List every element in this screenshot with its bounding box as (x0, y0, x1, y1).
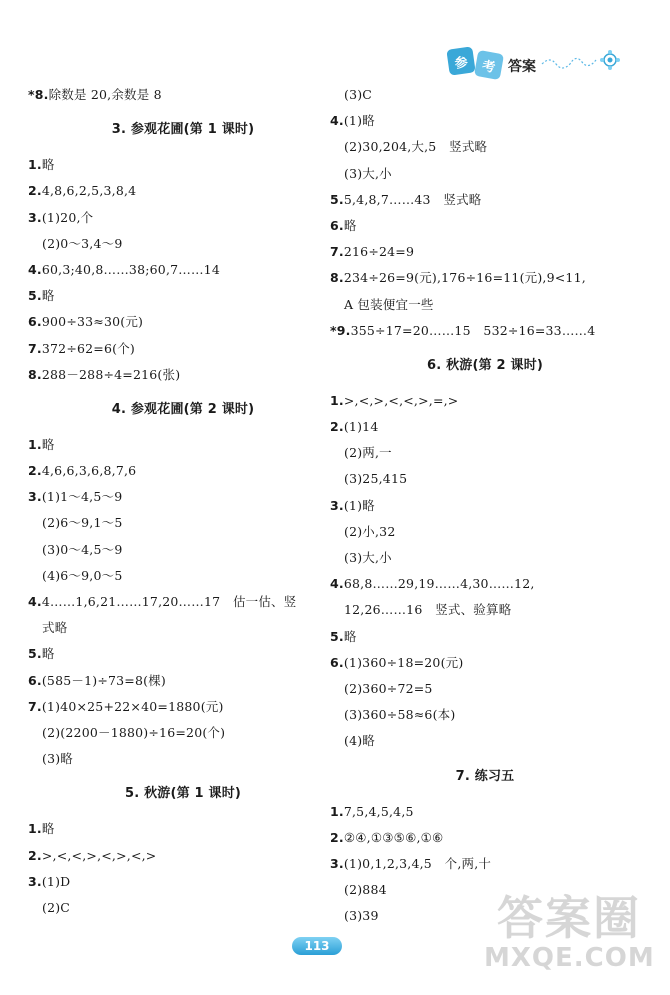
answer-item (28, 257, 328, 283)
answer-number: 6. (28, 314, 42, 330)
answer-item (28, 589, 328, 615)
answer-subitem (28, 720, 328, 746)
section-heading-text: 6. 秋游(第 2 课时) (426, 357, 544, 373)
answer-text: A 包装便宜一些 (344, 296, 434, 312)
answer-item (28, 458, 328, 484)
answer-number: 4. (28, 594, 42, 609)
section-heading-text: 5. 秋游(第 1 课时) (124, 786, 242, 802)
section-heading-text: 3. 参观花圃(第 1 课时) (111, 122, 255, 138)
answer-number: *8. (28, 87, 49, 102)
answer-item (28, 283, 328, 309)
header-title: 答案 (508, 59, 536, 75)
answer-subitem (330, 676, 630, 702)
answer-text: (2)小,32 (344, 523, 396, 539)
answer-number: 5. (28, 288, 42, 304)
answer-text: 略 (41, 436, 55, 452)
answer-subitem (28, 231, 328, 257)
header-badge-can: 参 (446, 46, 475, 75)
watermark-logo-text: 答案圈 (497, 891, 641, 945)
answer-text: 355÷17=20……15 532÷16=33……4 (350, 322, 596, 338)
answer-text: (1)略 (343, 113, 375, 129)
answer-subitem (28, 895, 328, 921)
answer-text: (2)两,一 (344, 445, 392, 461)
watermark-url: MXQE.COM (484, 943, 655, 973)
answer-text: (3)25,415 (344, 471, 408, 487)
answer-text: 4……1,6,21……17,20……17 估一估、竖 (41, 594, 297, 609)
answer-text: 234÷26=9(元),176÷16=11(元),9<11, (343, 270, 586, 286)
answer-item (330, 265, 630, 291)
answer-text: 略 (41, 646, 55, 662)
answer-text: >,<,>,<,<,>,=,> (343, 392, 459, 408)
answer-item (28, 152, 328, 178)
section-heading (28, 388, 328, 432)
answer-number: 5. (330, 191, 344, 207)
answer-number: 4. (330, 113, 344, 129)
answer-text: 略 (41, 157, 55, 173)
answer-text: (1)0,1,2,3,4,5 个,两,十 (343, 855, 492, 871)
answer-item (330, 414, 630, 440)
answer-item (28, 336, 328, 362)
answer-text: 5,4,8,7……43 竖式略 (343, 191, 482, 207)
answer-subitem (28, 537, 328, 563)
left-answer-column (28, 82, 328, 921)
answer-item (330, 388, 630, 414)
answer-item (28, 362, 328, 388)
answer-text: 60,3;40,8……38;60,7……14 (41, 261, 220, 277)
answer-item (28, 309, 328, 335)
answer-number: 5. (28, 646, 42, 662)
answer-number: 1. (330, 803, 344, 819)
answer-text: 216÷24=9 (343, 244, 415, 260)
section-heading-text: 4. 参观花圃(第 2 课时) (111, 401, 255, 417)
answer-item (330, 799, 630, 825)
answer-text: (3)大,小 (344, 550, 392, 565)
answer-item (28, 668, 328, 694)
answer-item (330, 187, 630, 213)
answer-text: (1)360÷18=20(元) (343, 654, 464, 670)
answer-subitem (28, 615, 328, 641)
answer-text: (3)略 (42, 751, 74, 767)
answer-text: (2)884 (344, 882, 387, 898)
answer-number: 2. (330, 419, 344, 435)
answer-text: (3)39 (344, 908, 379, 924)
section-heading-text: 7. 练习五 (455, 768, 515, 784)
answer-subitem (330, 702, 630, 728)
answer-text: 略 (41, 288, 55, 304)
answer-subitem (330, 728, 630, 754)
answer-item (330, 108, 630, 134)
answer-subitem (330, 82, 630, 108)
answer-number: 3. (28, 209, 42, 225)
answer-header (448, 44, 620, 78)
answer-subitem (28, 563, 328, 589)
answer-number: 7. (330, 244, 344, 260)
answer-text: (3)大,小 (344, 165, 392, 181)
answer-text: (1)20,个 (41, 209, 94, 225)
flower-swirl-icon (540, 46, 620, 76)
page-number: 113 (292, 937, 341, 955)
answer-subitem (28, 510, 328, 536)
answer-number: 1. (28, 821, 42, 837)
answer-subitem (28, 746, 328, 772)
answer-subitem (330, 440, 630, 466)
answer-text: (3)C (344, 87, 373, 102)
answer-text: 900÷33≈30(元) (41, 314, 144, 330)
answer-item (28, 816, 328, 842)
answer-item (28, 82, 328, 108)
answer-subitem (330, 292, 630, 318)
answer-text: (2)C (42, 899, 71, 915)
answer-number: 2. (28, 463, 42, 479)
answer-number: 3. (330, 497, 344, 513)
answer-text: 略 (343, 628, 357, 644)
answer-text: (585－1)÷73=8(棵) (41, 672, 166, 688)
section-heading (28, 772, 328, 816)
answer-number: 2. (28, 847, 42, 863)
answer-item (330, 825, 630, 851)
answer-number: 4. (330, 576, 344, 592)
answer-text: 372÷62=6(个) (41, 340, 135, 356)
answer-number: 8. (330, 270, 344, 286)
answer-text: (2)30,204,大,5 竖式略 (344, 139, 488, 155)
answer-number: 8. (28, 366, 42, 382)
answer-text: 68,8……29,19……4,30……12, (343, 576, 535, 592)
answer-number: 1. (28, 436, 42, 452)
answer-number: 6. (330, 217, 344, 233)
answer-text: (4)略 (344, 733, 376, 749)
answer-text: 除数是 20,余数是 8 (48, 87, 162, 102)
answer-text: (1)1～4,5～9 (41, 489, 123, 505)
right-answer-column (330, 82, 630, 929)
answer-item (28, 432, 328, 458)
page-number-badge (286, 936, 348, 956)
answer-text: 4,8,6,2,5,3,8,4 (41, 183, 137, 199)
answer-number: 7. (28, 340, 42, 356)
answer-text: ②④,①③⑤⑥,①⑥ (343, 829, 444, 845)
answer-text: 略 (41, 821, 55, 837)
header-badge-kao: 考 (474, 50, 504, 80)
answer-item (330, 493, 630, 519)
answer-text: 12,26……16 竖式、验算略 (344, 602, 512, 618)
answer-number: 1. (28, 157, 42, 173)
answer-text: (2)360÷72=5 (344, 680, 433, 696)
answer-number: 4. (28, 261, 42, 277)
answer-subitem (330, 161, 630, 187)
answer-subitem (330, 519, 630, 545)
answer-number: 3. (330, 855, 344, 871)
answer-text: (3)360÷58≈6(本) (344, 707, 456, 723)
section-heading (330, 344, 630, 388)
answer-text: (1)D (41, 873, 71, 889)
answer-subitem (330, 466, 630, 492)
answer-text: (2)6～9,1～5 (42, 515, 123, 531)
answer-item (28, 869, 328, 895)
answer-text: 4,6,6,3,6,8,7,6 (41, 463, 137, 479)
answer-text: 288－288÷4=216(张) (41, 366, 181, 382)
answer-number: 5. (330, 628, 344, 644)
section-heading (28, 108, 328, 152)
answer-text: (1)40×25+22×40=1880(元) (41, 698, 224, 714)
answer-item (330, 624, 630, 650)
answer-text: 略 (343, 217, 357, 233)
answer-number: 2. (28, 183, 42, 199)
answer-item (330, 213, 630, 239)
answer-item (330, 650, 630, 676)
answer-number: 3. (28, 873, 42, 889)
answer-number: 2. (330, 829, 344, 845)
answer-subitem (330, 545, 630, 571)
answer-text: (4)6～9,0～5 (42, 567, 123, 583)
answer-text: (1)略 (343, 497, 375, 513)
answer-item (28, 694, 328, 720)
answer-number: 7. (28, 698, 42, 714)
answer-text: 7,5,4,5,4,5 (343, 803, 414, 819)
answer-item (330, 571, 630, 597)
answer-item (28, 843, 328, 869)
answer-text: 式略 (42, 620, 68, 636)
answer-item (28, 178, 328, 204)
section-heading (330, 755, 630, 799)
answer-item (28, 641, 328, 667)
answer-item (330, 851, 630, 877)
answer-item (28, 205, 328, 231)
answer-item (28, 484, 328, 510)
answer-number: 6. (28, 672, 42, 688)
answer-text: (1)14 (343, 419, 379, 435)
answer-text: (2)0～3,4～9 (42, 235, 123, 251)
answer-number: 3. (28, 489, 42, 505)
answer-text: (2)(2200－1880)÷16=20(个) (42, 724, 226, 740)
answer-item (330, 239, 630, 265)
answer-number: 6. (330, 654, 344, 670)
answer-subitem (330, 597, 630, 623)
answer-text: (3)0～4,5～9 (42, 541, 123, 557)
answer-number: 1. (330, 392, 344, 408)
answer-number: *9. (330, 322, 351, 338)
answer-subitem (330, 134, 630, 160)
answer-item (330, 318, 630, 344)
answer-text: >,<,<,>,<,>,<,> (41, 847, 157, 863)
watermark (484, 891, 655, 985)
